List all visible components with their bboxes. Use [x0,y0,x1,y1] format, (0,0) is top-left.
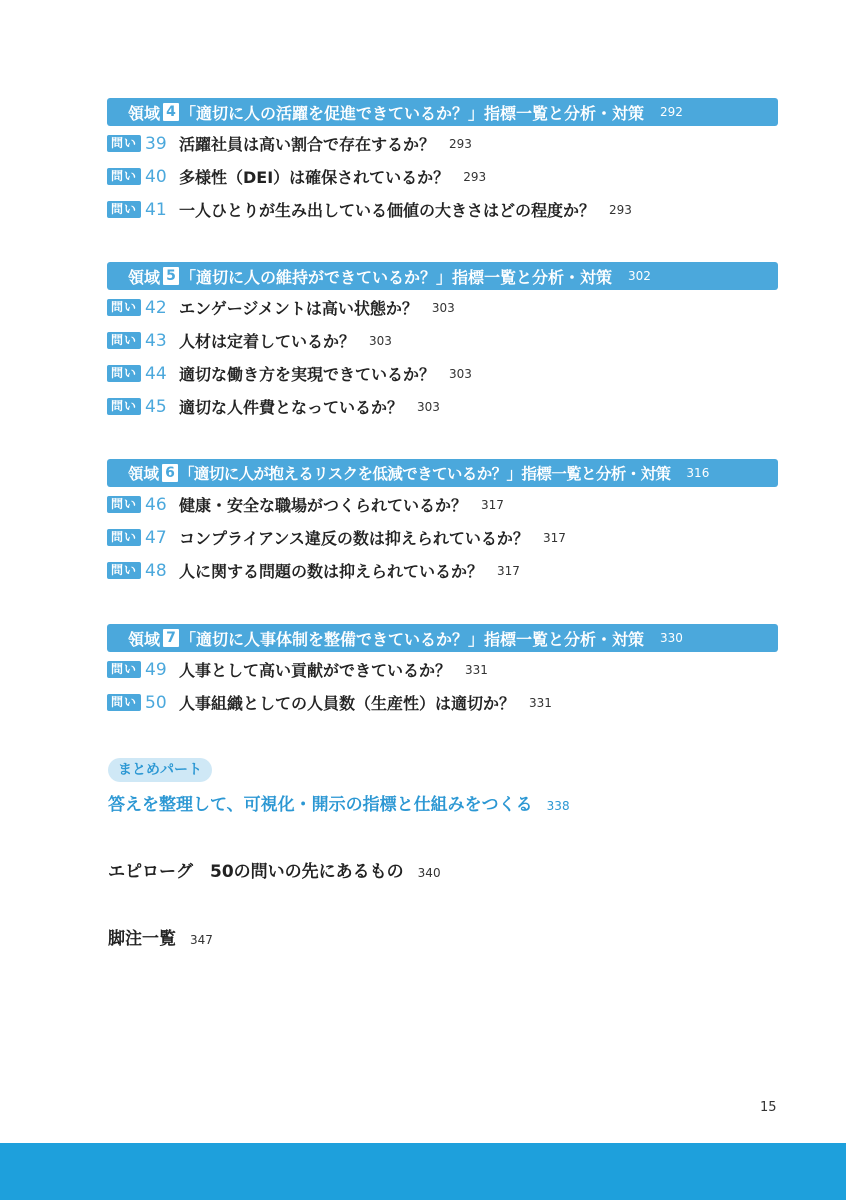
toc-question-row[interactable] [107,390,778,423]
question-text: 人事組織としての人員数（生産性）は適切か？ [179,694,516,713]
question-badge: 問い [107,201,141,218]
summary-title: 答えを整理して、可視化・開示の指標と仕組みをつくる [108,795,533,815]
domain-header[interactable] [107,98,778,126]
toc-question-row[interactable] [107,488,778,521]
question-badge: 問い [107,496,141,513]
question-badge: 問い [107,398,141,415]
question-text: 健康・安全な職場がつくられているか？ [179,496,468,515]
toc-question-row[interactable] [107,554,778,587]
question-number: 50 [145,692,167,713]
summary-part-pill: まとめパート [108,758,212,782]
page-reference: 347 [190,933,213,947]
page-reference: 293 [609,202,632,217]
epilogue-entry[interactable] [108,857,441,882]
toc-question-row[interactable] [107,357,778,390]
footnotes-title: 脚注一覧 [108,929,176,949]
toc-question-row[interactable] [107,521,778,554]
question-text: 適切な働き方を実現できているか？ [179,365,436,384]
question-badge: 問い [107,529,141,546]
page-reference: 330 [660,631,683,645]
domain-label: 領域 [128,465,160,483]
question-text: 一人ひとりが生み出している価値の大きさはどの程度か？ [179,201,596,220]
domain-title: 「適切に人事体制を整備できているか？」指標一覧と分析・対策 [180,629,645,649]
question-badge: 問い [107,135,141,152]
toc-question-row[interactable] [107,291,778,324]
domain-header[interactable] [107,624,778,652]
toc-question-row[interactable] [107,193,778,226]
page-reference: 293 [463,169,487,184]
question-number: 39 [145,133,167,154]
question-badge: 問い [107,562,141,579]
page-reference: 292 [660,105,683,119]
domain-title: 「適切に人の活躍を促進できているか？」指標一覧と分析・対策 [180,103,645,123]
domain-header[interactable] [107,262,778,290]
summary-entry[interactable] [108,790,570,815]
section-domain-4 [107,98,778,226]
toc-question-row[interactable] [107,160,778,193]
question-text: 多様性（DEI）は確保されているか？ [179,168,450,187]
page-reference: 331 [529,695,552,710]
question-text: 活躍社員は高い割合で存在するか？ [179,135,436,154]
domain-title: 「適切に人が抱えるリスクを低減できているか？」指標一覧と分析・対策 [179,465,671,483]
question-number: 47 [145,527,167,548]
page-reference: 303 [449,366,472,381]
page-reference: 340 [417,866,441,880]
toc-question-row[interactable] [107,127,778,160]
domain-header[interactable] [107,459,778,487]
question-text: コンプライアンス違反の数は抑えられているか？ [179,529,529,548]
domain-number-badge: 4 [163,103,179,121]
question-badge: 問い [107,661,141,678]
question-number: 49 [145,659,167,680]
domain-label: 領域 [128,629,161,649]
question-number: 43 [145,330,167,351]
domain-label: 領域 [128,267,161,287]
question-badge: 問い [107,365,141,382]
page-reference: 293 [449,136,472,151]
domain-title: 「適切に人の維持ができているか？」指標一覧と分析・対策 [180,267,613,287]
page-reference: 317 [481,497,504,512]
domain-number-badge: 5 [163,267,179,285]
page-reference: 338 [546,799,570,813]
question-number: 40 [145,166,167,187]
toc-question-row[interactable] [107,324,778,357]
question-number: 46 [145,494,167,515]
page-reference: 302 [628,269,651,283]
question-badge: 問い [107,299,141,316]
question-number: 42 [145,297,167,318]
domain-number-badge: 7 [163,629,179,647]
page-reference: 316 [686,466,710,480]
footnotes-entry[interactable] [108,924,213,949]
page-reference: 303 [369,333,392,348]
question-text: エンゲージメントは高い状態か？ [179,299,418,318]
question-text: 人に関する問題の数は抑えられているか？ [179,562,484,581]
domain-label: 領域 [128,103,161,123]
question-number: 45 [145,396,167,417]
page-reference: 317 [542,530,566,545]
page-reference: 303 [417,399,440,414]
toc-question-row[interactable] [107,686,778,719]
page-reference: 331 [465,662,488,677]
question-badge: 問い [107,694,141,711]
question-text: 人事として高い貢献ができているか？ [179,661,452,680]
toc-question-row[interactable] [107,653,778,686]
section-domain-5 [107,262,778,423]
section-domain-7 [107,624,778,719]
footer-bar [0,1143,846,1200]
section-domain-6 [107,459,778,587]
question-number: 44 [145,363,167,384]
question-badge: 問い [107,332,141,349]
domain-number-badge: 6 [162,464,178,482]
question-number: 41 [145,199,167,220]
page-reference: 303 [431,300,455,315]
question-text: 人材は定着しているか？ [179,332,356,351]
question-badge: 問い [107,168,141,185]
question-number: 48 [145,560,167,581]
question-text: 適切な人件費となっているか？ [179,398,404,417]
page-number: 15 [760,1100,777,1115]
page-reference: 317 [497,563,520,578]
epilogue-title: エピローグ 50の問いの先にあるもの [108,862,404,882]
